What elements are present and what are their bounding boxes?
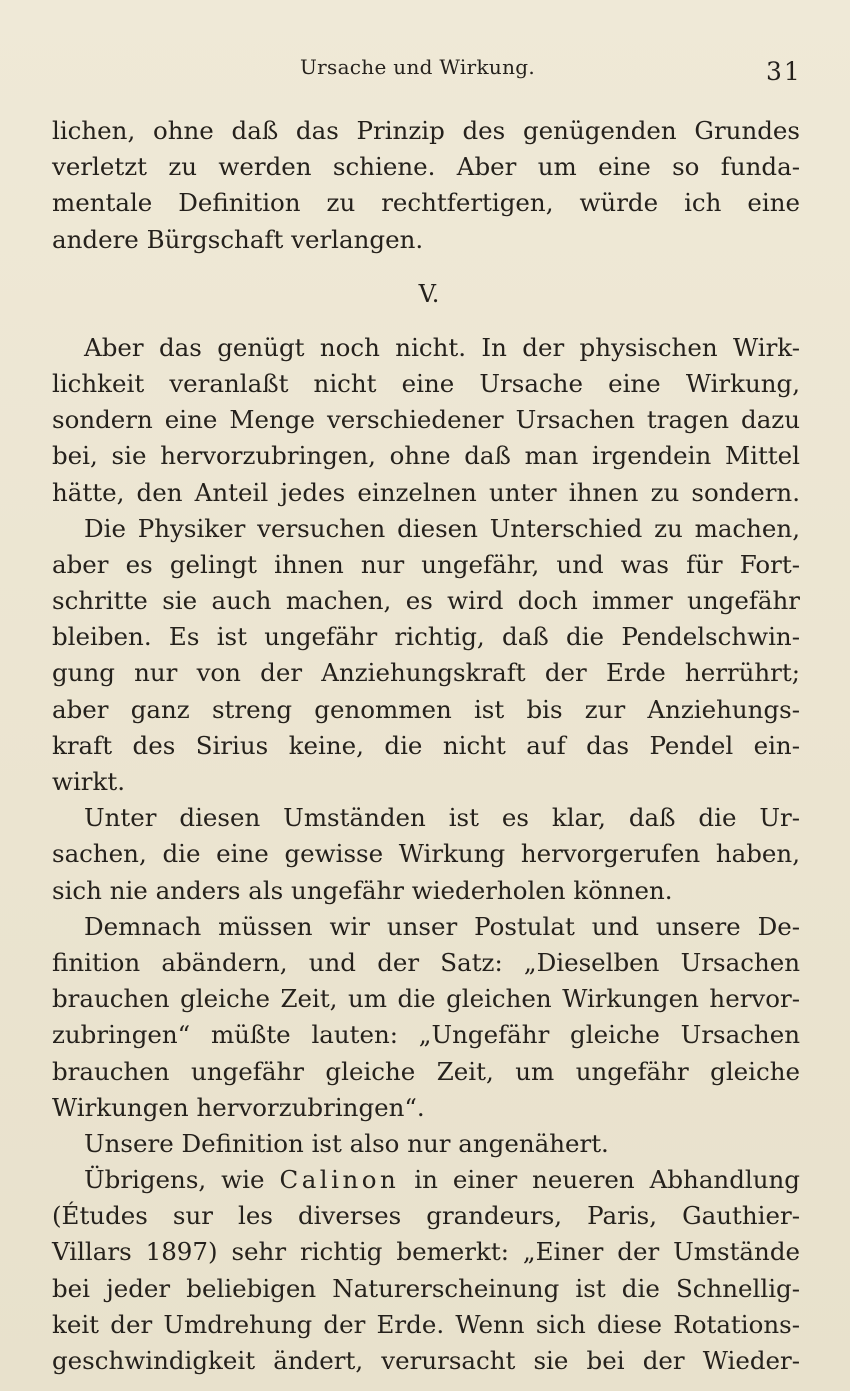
text-line: kraft des Sirius keine, die nicht auf das Pendel ein- — [52, 730, 800, 760]
section-heading: V. — [418, 279, 440, 308]
text-line: brauchen ungefähr gleiche Zeit, um ungefähr gleiche — [52, 1056, 800, 1086]
page-number: 31 — [766, 57, 802, 86]
text-line: sondern eine Menge verschiedener Ursachen tragen dazu — [52, 405, 800, 435]
body-text — [52, 113, 800, 1379]
text-line: aber es gelingt ihnen nur ungefähr, und was für Fort- — [52, 549, 800, 579]
text-line: lichkeit veranlaßt nicht eine Ursache eine Wirkung, — [52, 368, 800, 398]
text-fragment: Übrigens, wie — [84, 1165, 280, 1195]
text-line: geschwindigkeit ändert, verursacht sie bei der Wieder- — [52, 1346, 800, 1375]
author-name: Calinon — [279, 1165, 400, 1195]
text-fragment: in einer neueren Abhandlung — [399, 1165, 800, 1195]
text-line: Wirkungen hervorzubringen“. — [52, 1092, 425, 1122]
paragraph-first-line: Aber das genügt noch nicht. In der physischen Wirk- — [84, 332, 800, 362]
running-title: Ursache und Wirkung. — [300, 55, 536, 79]
paragraph-first-line: Unter diesen Umständen ist es klar, daß die Ur- — [84, 803, 800, 833]
paragraph-first-line: Demnach müssen wir unser Postulat und unsere De- — [84, 911, 800, 941]
text-line: lichen, ohne daß das Prinzip des genügenden Grundes — [52, 116, 800, 145]
text-line: bei, sie hervorzubringen, ohne daß man irgendein Mittel — [52, 441, 800, 471]
text-line: zubringen“ müßte lauten: „Ungefähr gleiche Ursachen — [52, 1020, 800, 1050]
running-head — [0, 55, 850, 85]
text-line: sich nie anders als ungefähr wiederholen können. — [52, 875, 673, 905]
text-line: bei jeder beliebigen Naturerscheinung ist die Schnellig- — [52, 1273, 800, 1303]
text-line: (Études sur les diverses grandeurs, Paris, Gauthier- — [52, 1201, 800, 1231]
paragraph-first-line: Die Physiker versuchen diesen Unterschied zu machen, — [84, 513, 800, 543]
text-line: brauchen gleiche Zeit, um die gleichen Wirkungen hervor- — [52, 984, 800, 1014]
text-line: mentale Definition zu rechtfertigen, würde ich eine — [52, 188, 800, 218]
text-line: verletzt zu werden schiene. Aber um eine so funda- — [52, 152, 800, 182]
text-line: sachen, die eine gewisse Wirkung hervorgerufen haben, — [52, 839, 800, 869]
text-line: schritte sie auch machen, es wird doch immer ungefähr — [52, 586, 800, 616]
text-line: finition abändern, und der Satz: „Dieselben Ursachen — [52, 947, 800, 977]
text-line: gung nur von der Anziehungskraft der Erde herrührt; — [52, 658, 800, 688]
text-line: andere Bürgschaft verlangen. — [52, 224, 424, 254]
text-line: keit der Umdrehung der Erde. Wenn sich diese Rotations- — [52, 1309, 800, 1339]
text-line: Villars 1897) sehr richtig bemerkt: „Einer der Umstände — [52, 1237, 800, 1267]
paragraph-first-line: Unsere Definition ist also nur angenähert. — [84, 1128, 609, 1158]
text-line: wirkt. — [52, 767, 125, 796]
text-line: aber ganz streng genommen ist bis zur Anziehungs- — [52, 694, 800, 724]
text-line: bleiben. Es ist ungefähr richtig, daß die Pendelschwin- — [52, 622, 800, 652]
paragraph-first-line — [52, 1162, 800, 1198]
text-line: hätte, den Anteil jedes einzelnen unter ihnen zu sondern. — [52, 477, 800, 507]
